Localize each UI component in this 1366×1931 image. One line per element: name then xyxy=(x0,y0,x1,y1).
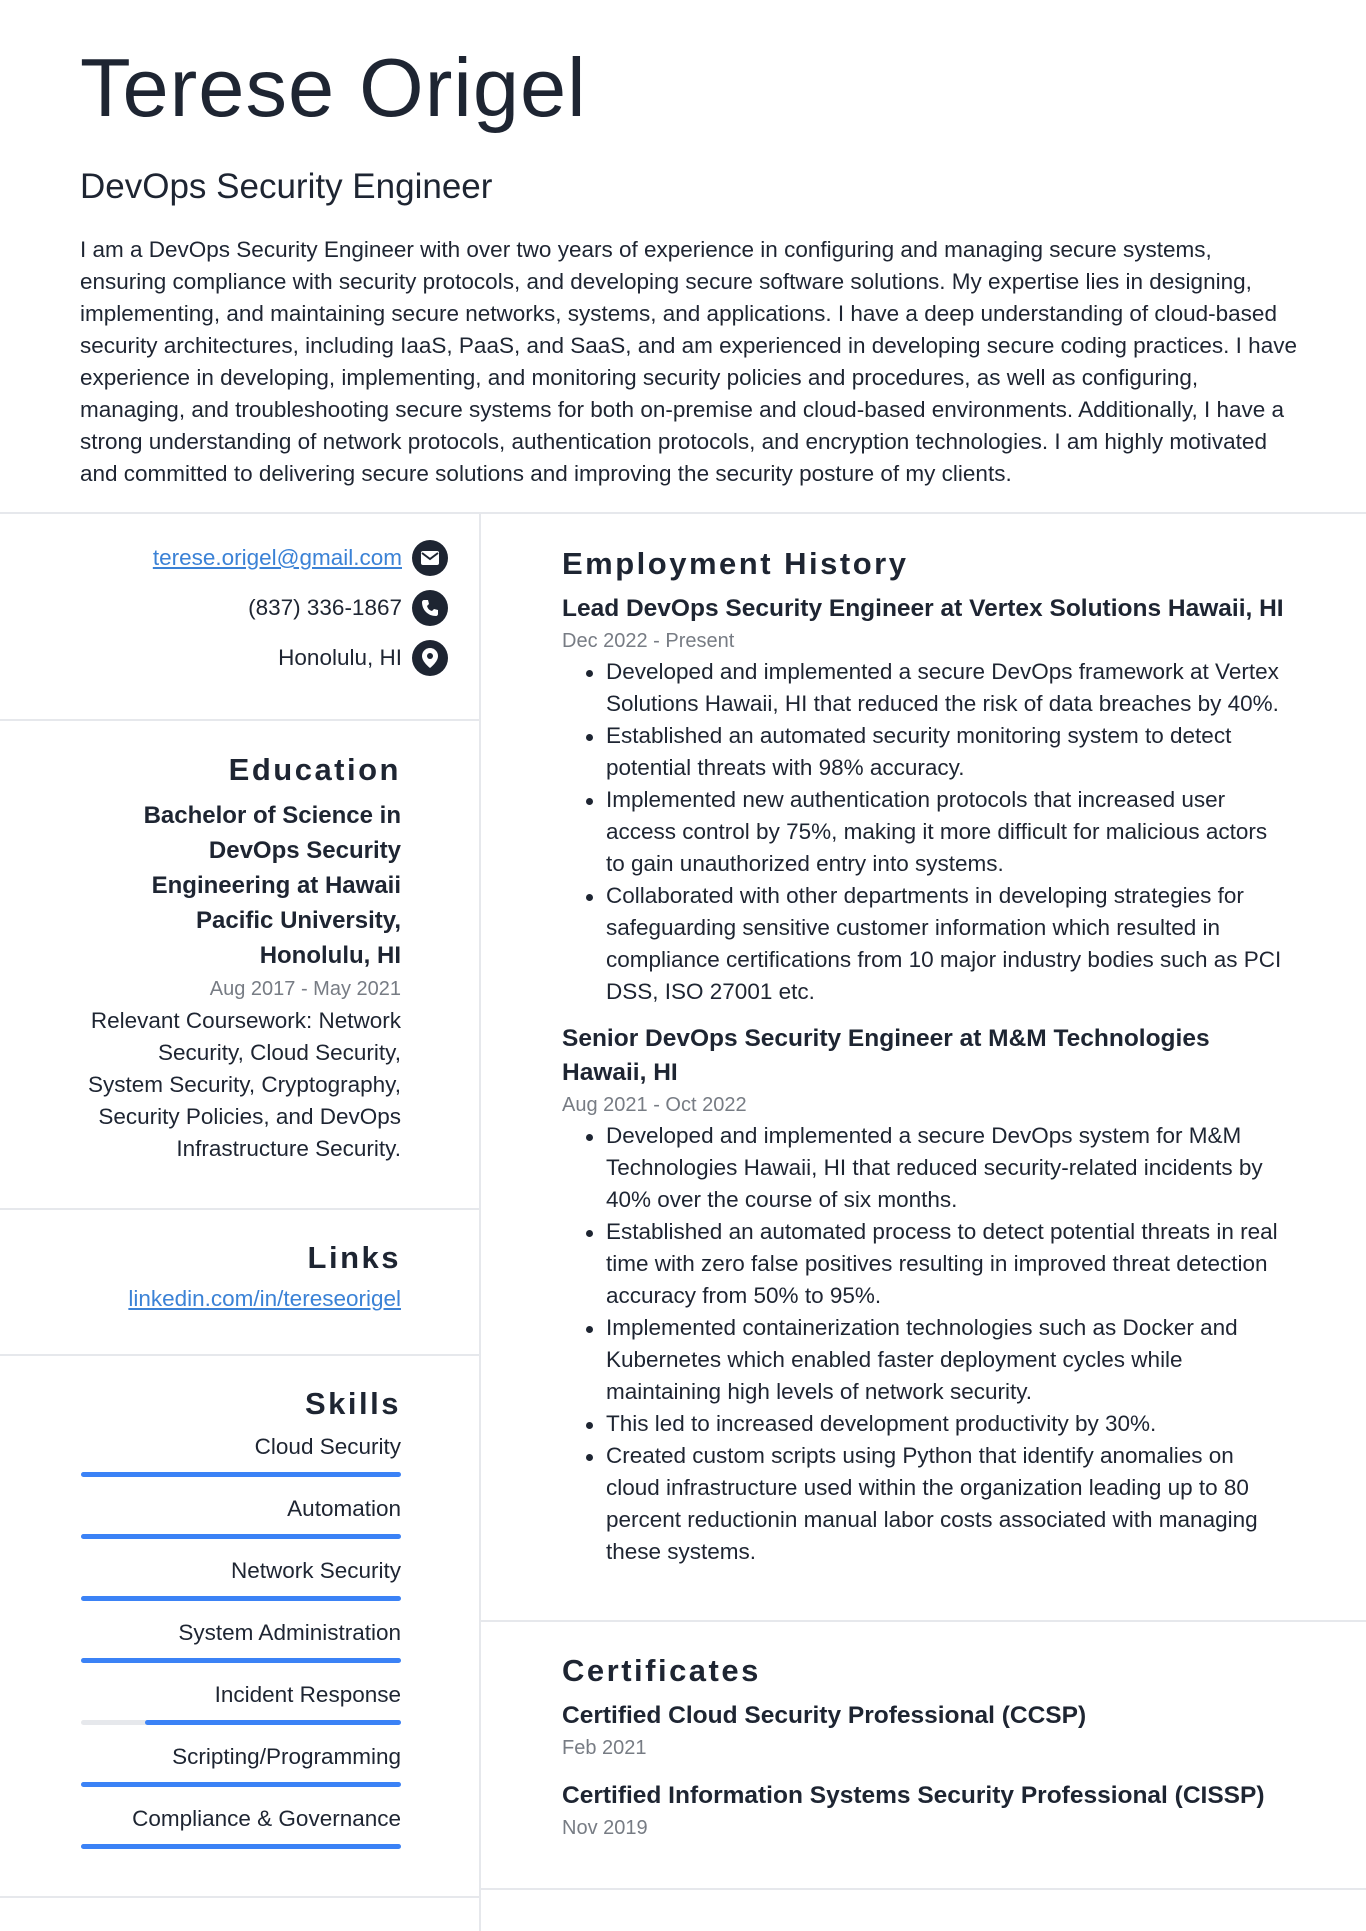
skill-bar xyxy=(81,1472,401,1477)
contact-divider xyxy=(0,719,480,721)
job-bullet: Collaborated with other departments in developing strategies for safeguarding sensitive customer information which resulted in compliance certifications from 10 major industry bodies such as PCI DSS, ISO 27001 etc. xyxy=(562,880,1292,1008)
skill-label: Cloud Security xyxy=(254,1434,401,1459)
contact-email[interactable] xyxy=(153,540,448,576)
skill-label: Compliance & Governance xyxy=(132,1806,401,1831)
candidate-name: Terese Origel xyxy=(80,41,587,134)
skill-bar xyxy=(81,1534,401,1539)
links-section xyxy=(80,1238,401,1312)
skill-bar xyxy=(81,1596,401,1601)
links-divider xyxy=(0,1354,480,1356)
header-divider xyxy=(0,512,1366,514)
certificate-entry xyxy=(562,1779,1292,1843)
linkedin-link[interactable]: linkedin.com/in/tereseorigel xyxy=(128,1286,401,1311)
skill-bar xyxy=(81,1658,401,1663)
job-bullet: Created custom scripts using Python that identify anomalies on cloud infrastructure used within the organization leading up to 80 percent reductionin manual labor costs associated with managing these systems. xyxy=(562,1440,1292,1568)
job-bullet: Developed and implemented a secure DevOps framework at Vertex Solutions Hawaii, HI that reduced the risk of data breaches by 40%. xyxy=(562,656,1292,720)
job-bullet: Developed and implemented a secure DevOps system for M&M Technologies Hawaii, HI that reduced security-related incidents by 40% over the course of six months. xyxy=(562,1120,1292,1216)
links-heading: Links xyxy=(307,1240,401,1275)
contact-section xyxy=(0,540,448,690)
certificate-name: Certified Information Systems Security Professional (CISSP) xyxy=(562,1782,1265,1809)
certificate-name: Certified Cloud Security Professional (CCSP) xyxy=(562,1702,1087,1729)
skill-bar xyxy=(81,1782,401,1787)
job-entry-dates: Dec 2022 - Present xyxy=(562,630,735,652)
location-pin-icon xyxy=(412,640,448,676)
job-entry xyxy=(562,1022,1292,1568)
education-divider xyxy=(0,1208,480,1210)
certificate-date: Feb 2021 xyxy=(562,1737,647,1759)
skill-bar xyxy=(81,1720,401,1725)
education-dates: Aug 2017 - May 2021 xyxy=(209,978,401,1000)
job-title: DevOps Security Engineer xyxy=(80,167,493,206)
job-entry xyxy=(562,592,1292,1008)
skill-label: Automation xyxy=(287,1496,401,1521)
education-heading: Education xyxy=(228,752,401,787)
job-bullet: Implemented containerization technologies such as Docker and Kubernetes which enabled faster deployment cycles while maintaining high levels of network security. xyxy=(562,1312,1292,1408)
education-section xyxy=(80,750,401,1165)
column-divider xyxy=(479,512,481,1931)
job-bullet: Implemented new authentication protocols that increased user access control by 75%, making it more difficult for malicious actors to gain unauthorized entry into systems. xyxy=(562,784,1292,880)
skill-item xyxy=(81,1556,401,1601)
job-bullet: This led to increased development productivity by 30%. xyxy=(562,1408,1292,1440)
certificates-section xyxy=(562,1651,1292,1843)
job-entry-dates: Aug 2021 - Oct 2022 xyxy=(562,1094,747,1116)
skill-item xyxy=(81,1494,401,1539)
skill-label: System Administration xyxy=(178,1620,401,1645)
employment-section xyxy=(562,544,1292,1568)
summary-text: I am a DevOps Security Engineer with over two years of experience in configuring and managing secure systems, ensuring compliance with security protocols, and developing secure software solutions. My expertise lies in designing, implementing, and maintaining secure networks, systems, and applications. I have a deep understanding of cloud-based security architectures, including IaaS, PaaS, and SaaS, and am experienced in developing secure coding practices. I have experience in developing, implementing, and monitoring security policies and procedures, as well as configuring, managing, and troubleshooting secure systems for both on-premise and cloud-based environments. Additionally, I have a strong understanding of network protocols, authentication protocols, and encryption technologies. I am highly motivated and committed to delivering secure solutions and improving the security posture of my clients. xyxy=(80,237,1297,486)
location-text: Honolulu, HI xyxy=(278,645,402,670)
education-degree: Bachelor of Science in DevOps Security Engineering at Hawaii Pacific University, Honolulu, HI xyxy=(143,802,401,969)
job-bullets xyxy=(562,656,1292,1008)
skills-divider xyxy=(0,1896,480,1898)
envelope-icon xyxy=(412,540,448,576)
skills-heading: Skills xyxy=(305,1386,401,1421)
certificates-divider xyxy=(480,1888,1366,1890)
job-bullets xyxy=(562,1120,1292,1568)
resume-header xyxy=(80,40,1300,490)
skill-item xyxy=(81,1618,401,1663)
education-coursework: Relevant Coursework: Network Security, Cloud Security, System Security, Cryptography, Security Policies, and DevOps Infrastructure Security. xyxy=(87,1008,401,1161)
job-bullet: Established an automated process to detect potential threats in real time with zero false positives resulting in improved threat detection accuracy from 50% to 95%. xyxy=(562,1216,1292,1312)
job-entry-title: Senior DevOps Security Engineer at M&M Technologies Hawaii, HI xyxy=(562,1025,1210,1086)
employment-heading: Employment History xyxy=(562,546,909,581)
phone-text: (837) 336-1867 xyxy=(248,595,402,620)
certificate-date: Nov 2019 xyxy=(562,1817,648,1839)
email-link[interactable]: terese.origel@gmail.com xyxy=(152,545,402,570)
job-entry-title: Lead DevOps Security Engineer at Vertex Solutions Hawaii, HI xyxy=(562,595,1284,622)
job-bullet: Established an automated security monitoring system to detect potential threats with 98% accuracy. xyxy=(562,720,1292,784)
skill-item xyxy=(81,1742,401,1787)
skills-section xyxy=(80,1384,401,1864)
skill-label: Scripting/Programming xyxy=(172,1744,401,1769)
certificates-heading: Certificates xyxy=(562,1653,761,1688)
certificate-entry xyxy=(562,1699,1292,1763)
skill-item xyxy=(81,1804,401,1849)
skill-item xyxy=(81,1680,401,1725)
contact-phone xyxy=(248,590,448,626)
skill-label: Incident Response xyxy=(214,1682,401,1707)
phone-icon xyxy=(412,590,448,626)
employment-divider xyxy=(480,1620,1366,1622)
skill-bar xyxy=(81,1844,401,1849)
skill-label: Network Security xyxy=(230,1558,401,1583)
skill-item xyxy=(81,1432,401,1477)
contact-location xyxy=(278,640,448,676)
